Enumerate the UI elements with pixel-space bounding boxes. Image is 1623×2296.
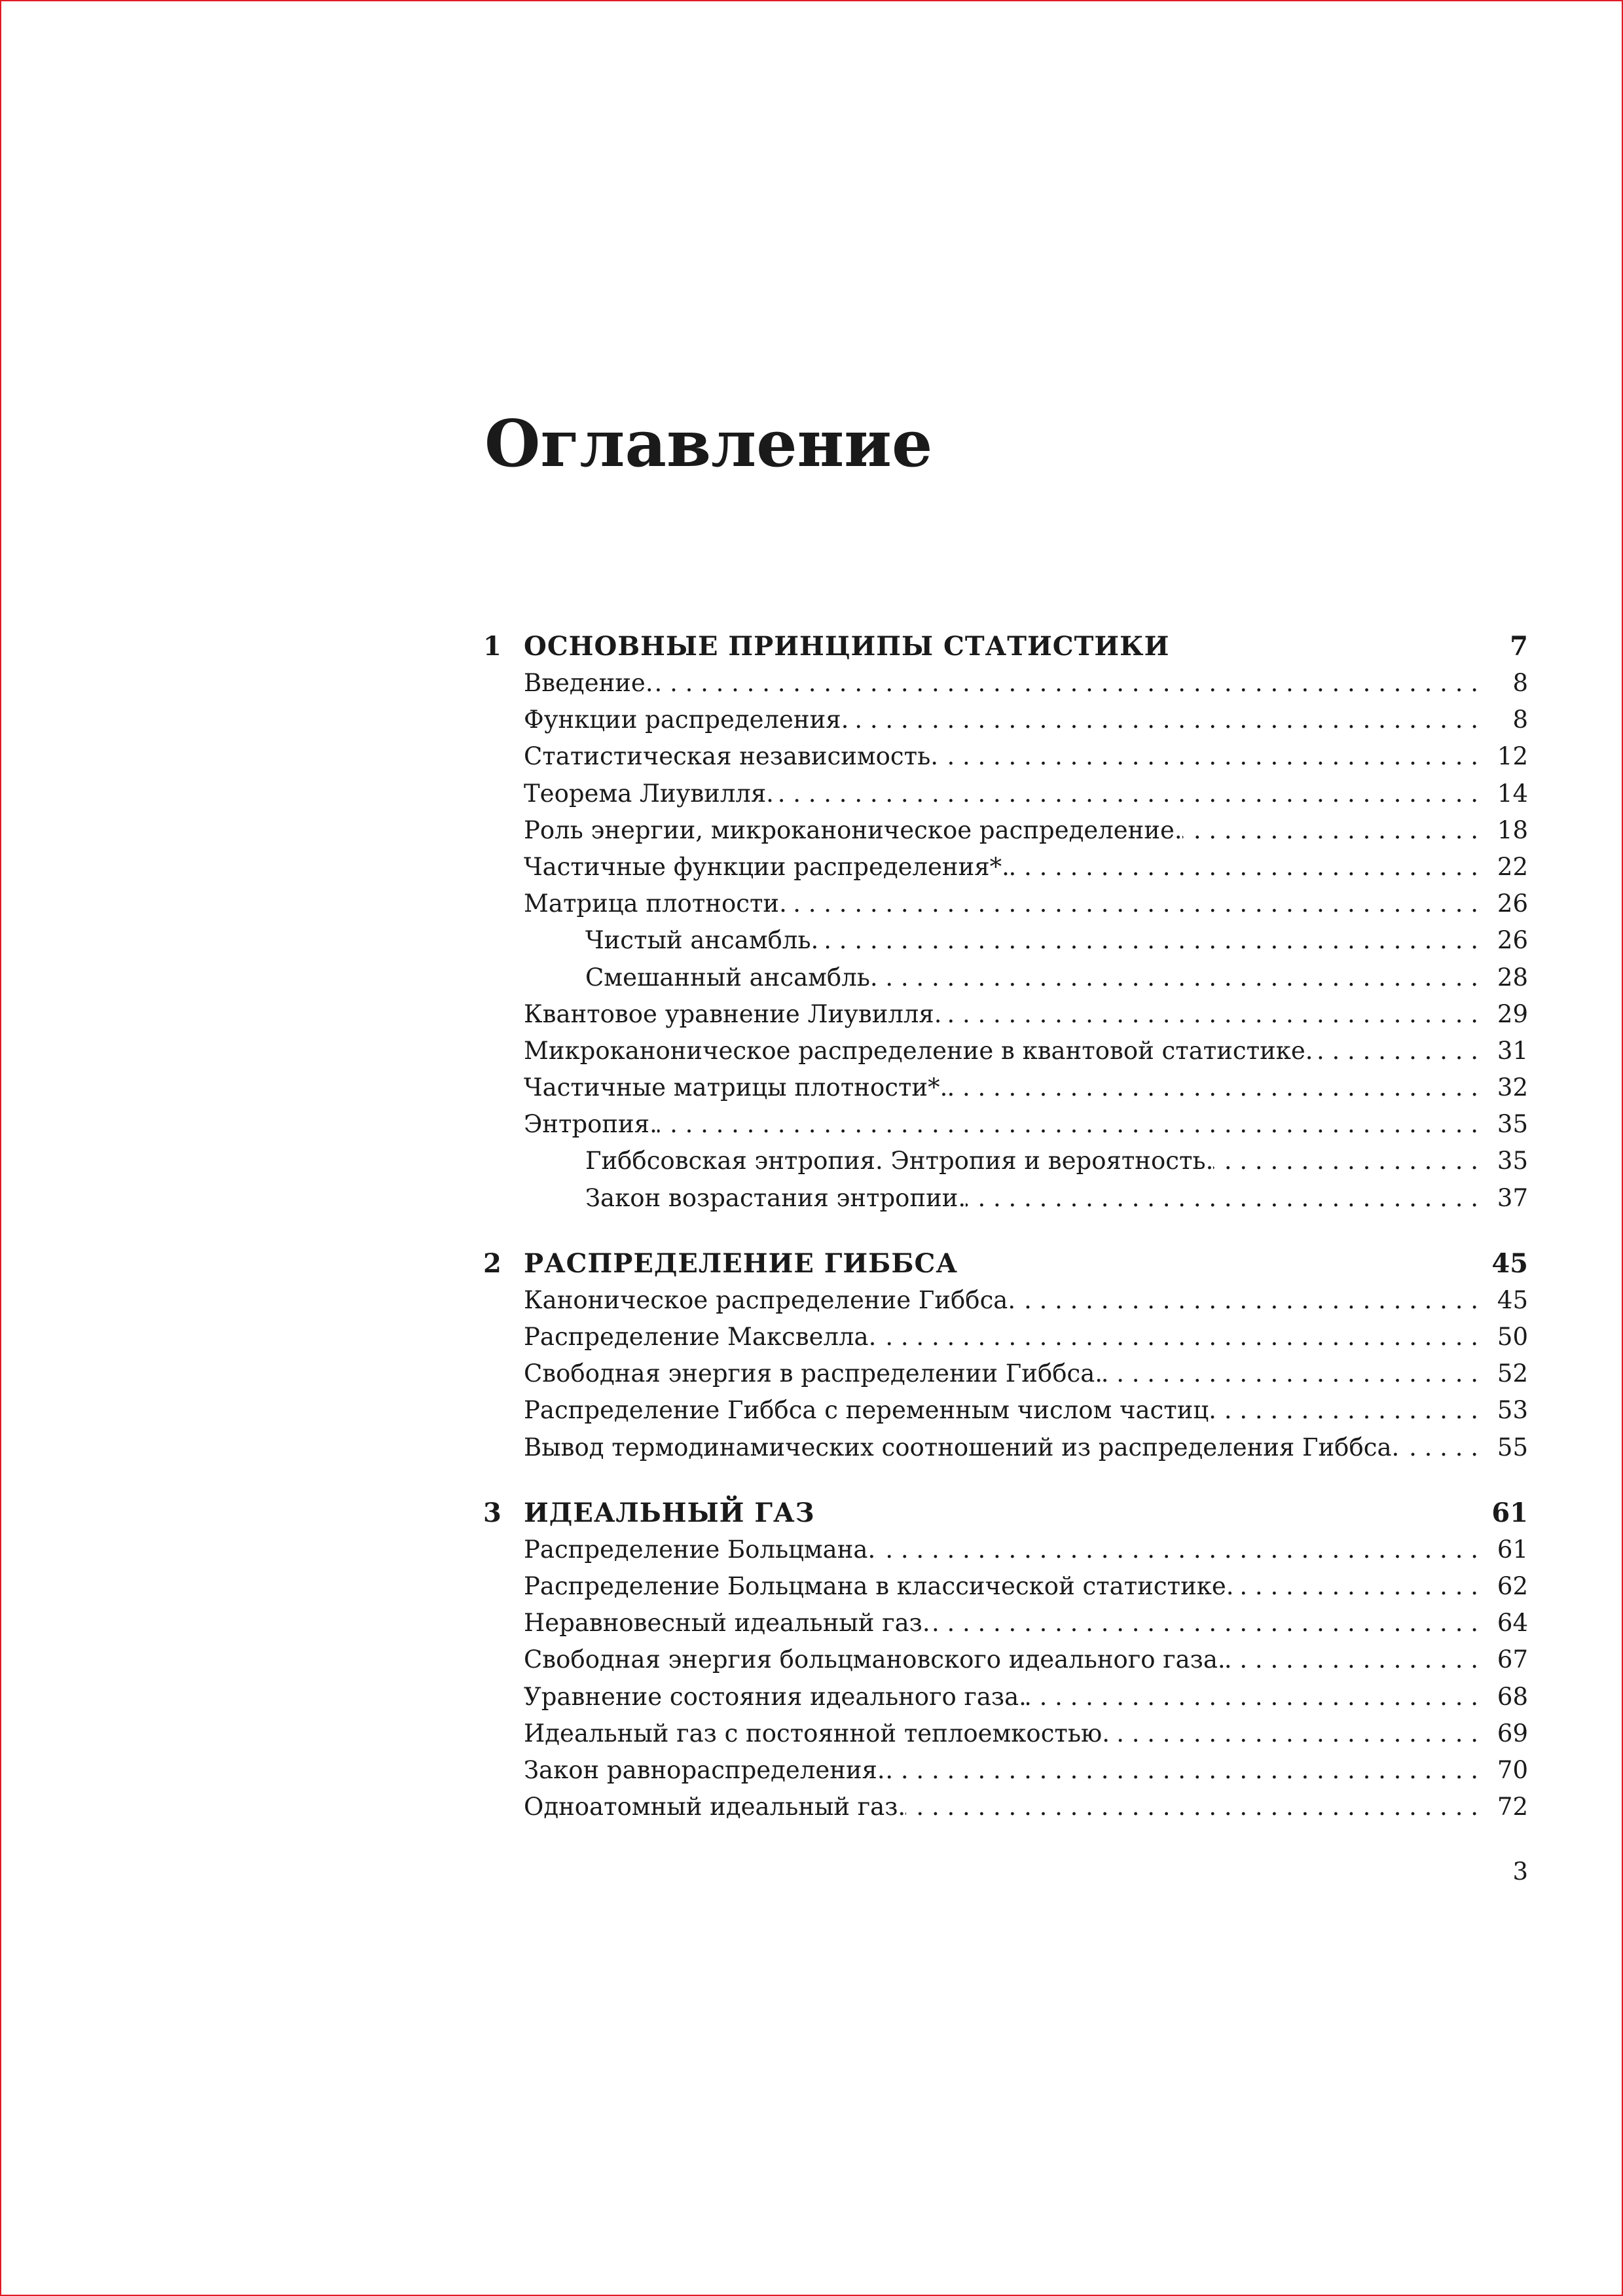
page-number: 3 [1512,1857,1528,1886]
toc-section[interactable] [483,886,1528,922]
toc-chapter[interactable] [483,1495,1528,1532]
dot-leader [938,738,1489,775]
section-page: 26 [1497,889,1528,918]
section-page: 72 [1497,1793,1528,1821]
section-title: Микроканоническое распределение в квантовой статистике. [524,1036,1313,1065]
section-page: 50 [1497,1323,1528,1351]
toc-section[interactable] [483,1069,1528,1106]
toc-subsection[interactable] [483,1143,1528,1179]
toc-section[interactable] [483,1789,1528,1825]
section-title: Неравновесный идеальный газ. [524,1609,930,1638]
chapter-number: 1 [483,631,501,662]
dot-leader [905,1789,1489,1825]
toc-section[interactable] [483,1605,1528,1641]
chapter-number: 3 [483,1497,501,1528]
section-title: Распределение Гиббса с переменным числом частиц. [524,1396,1216,1425]
toc-chapter[interactable] [483,628,1528,665]
dot-leader [1010,849,1489,886]
dot-leader [1216,1392,1489,1429]
dot-leader [818,922,1489,959]
section-title: Статистическая независимость. [524,742,939,771]
section-title: Одноатомный идеальный газ. [524,1793,906,1821]
section-title: Теорема Лиувилля. [524,779,774,808]
toc-section[interactable] [483,1106,1528,1143]
chapter-page: 45 [1491,1247,1528,1279]
section-title: Частичные матрицы плотности*. [524,1073,948,1102]
toc-section[interactable] [483,1679,1528,1715]
toc-chapter[interactable] [483,1246,1528,1282]
section-title: Частичные функции распределения*. [524,852,1010,881]
toc-section[interactable] [483,996,1528,1033]
section-page: 28 [1497,963,1528,992]
section-title: Введение. [524,669,653,697]
section-page: 70 [1497,1755,1528,1784]
dot-leader [657,1106,1489,1143]
section-page: 55 [1497,1433,1528,1462]
dot-leader [1103,1355,1489,1392]
section-page: 37 [1497,1183,1528,1212]
toc-section[interactable] [483,1715,1528,1752]
toc-section[interactable] [483,1429,1528,1466]
dot-leader [1027,1679,1489,1715]
dot-leader [1313,1033,1489,1069]
toc-section[interactable] [483,1532,1528,1568]
dot-leader [653,665,1489,702]
chapter-page: 61 [1491,1497,1528,1528]
dot-leader [966,1180,1489,1217]
toc-section[interactable] [483,1568,1528,1605]
dot-leader [878,960,1489,996]
section-page: 26 [1497,926,1528,955]
section-title: Квантовое уравнение Лиувилля. [524,999,942,1028]
section-title: Матрица плотности. [524,889,787,918]
section-page: 18 [1497,816,1528,844]
toc-section[interactable] [483,1282,1528,1319]
dot-leader [774,776,1489,812]
toc-section[interactable] [483,1355,1528,1392]
dot-leader [875,1532,1489,1568]
section-title: Распределение Максвелла. [524,1323,877,1351]
dot-leader [1182,812,1489,849]
chapter-page: 7 [1510,631,1528,662]
section-page: 35 [1497,1110,1528,1139]
toc-section[interactable] [483,1392,1528,1429]
section-title: Закон равнораспределения. [524,1755,885,1784]
dot-leader [1110,1715,1489,1752]
section-page: 8 [1512,669,1528,697]
section-title: Каноническое распределение Гиббса. [524,1285,1016,1314]
chapter-title: ОСНОВНЫЕ ПРИНЦИПЫ СТАТИСТИКИ [524,631,1170,662]
toc-section[interactable] [483,738,1528,775]
dot-leader [1015,1282,1489,1319]
toc-section[interactable] [483,1641,1528,1678]
section-page: 68 [1497,1682,1528,1711]
toc-section[interactable] [483,1033,1528,1069]
section-title: Уравнение состояния идеального газа. [524,1682,1027,1711]
section-page: 22 [1497,852,1528,881]
section-page: 53 [1497,1396,1528,1425]
section-page: 45 [1497,1285,1528,1314]
section-title: Роль энергии, микроканоническое распределение. [524,816,1182,844]
dot-leader [1213,1143,1489,1179]
section-page: 69 [1497,1719,1528,1748]
section-page: 14 [1497,779,1528,808]
section-title: Функции распределения. [524,706,849,734]
section-title: Распределение Больцмана. [524,1535,876,1564]
toc-section[interactable] [483,849,1528,886]
chapter-title: ИДЕАЛЬНЫЙ ГАЗ [524,1497,815,1528]
toc-section[interactable] [483,812,1528,849]
dot-leader [1399,1429,1489,1466]
section-title: Распределение Больцмана в классической статистике. [524,1571,1234,1600]
section-page: 29 [1497,999,1528,1028]
dot-leader [1226,1641,1489,1678]
section-title: Свободная энергия в распределении Гиббса. [524,1359,1103,1388]
section-page: 52 [1497,1359,1528,1388]
table-of-contents [483,628,1528,1825]
toc-section[interactable] [483,665,1528,702]
section-page: 67 [1497,1645,1528,1674]
section-page: 8 [1512,706,1528,734]
toc-section[interactable] [483,1319,1528,1355]
section-title: Идеальный газ с постоянной теплоемкостью. [524,1719,1110,1748]
section-page: 12 [1497,742,1528,771]
section-title: Смешанный ансамбль. [585,963,878,992]
section-title: Свободная энергия больцмановского идеального газа. [524,1645,1226,1674]
toc-section[interactable] [483,776,1528,812]
dot-leader [947,1069,1489,1106]
section-page: 64 [1497,1609,1528,1638]
toc-subsection[interactable] [483,1180,1528,1217]
toc-section[interactable] [483,702,1528,738]
dot-leader [942,996,1489,1033]
dot-leader [848,702,1489,738]
section-title: Закон возрастания энтропии. [585,1183,966,1212]
dot-leader [885,1752,1489,1789]
section-title: Энтропия. [524,1110,657,1139]
toc-title: Оглавление [484,406,933,482]
section-title: Чистый ансамбль. [585,926,819,955]
section-page: 31 [1497,1036,1528,1065]
section-page: 32 [1497,1073,1528,1102]
dot-leader [930,1605,1489,1641]
chapter-number: 2 [483,1247,501,1279]
section-page: 62 [1497,1571,1528,1600]
dot-leader [1234,1568,1489,1605]
section-page: 35 [1497,1147,1528,1175]
toc-section[interactable] [483,1752,1528,1789]
section-page: 61 [1497,1535,1528,1564]
toc-subsection[interactable] [483,922,1528,959]
section-title: Вывод термодинамических соотношений из распределения Гиббса. [524,1433,1400,1462]
chapter-title: РАСПРЕДЕЛЕНИЕ ГИББСА [524,1247,958,1279]
section-title: Гиббсовская энтропия. Энтропия и вероятность. [585,1147,1214,1175]
dot-leader [787,886,1489,922]
dot-leader [876,1319,1489,1355]
toc-subsection[interactable] [483,960,1528,996]
